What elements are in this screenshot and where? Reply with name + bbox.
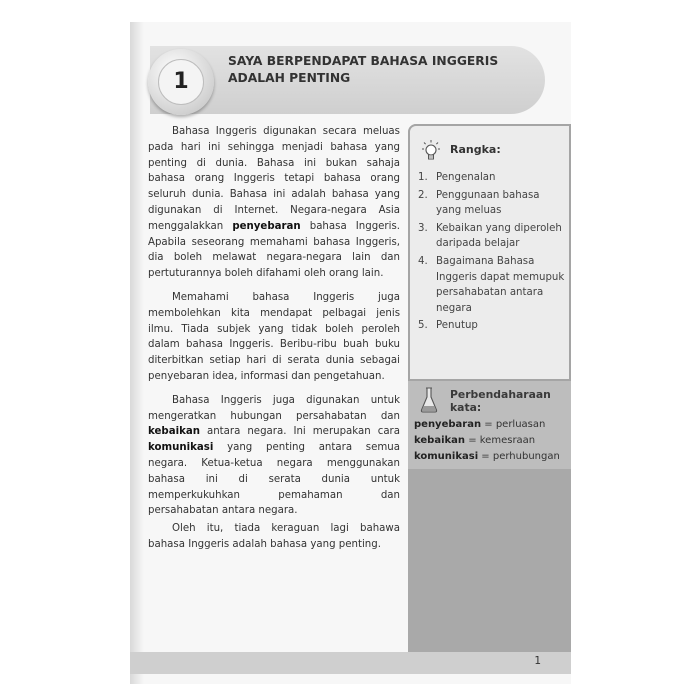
book-page (130, 22, 571, 684)
essay-body (148, 124, 400, 561)
paragraph-2: Memahami bahasa Inggeris juga membolehkan kita mendapat pelbagai jenis ilmu. Tiada subjek yang tidak boleh peroleh dalam bahasa Inggeris. Beribu-ribu buah buku diterbitkan setiap hari di serata dunia sebagai penyebaran idea, informasi dan pengetahuan. (148, 291, 400, 382)
outline-list (418, 170, 566, 336)
vocabulary-meaning: = kemesraan (465, 435, 536, 446)
vocabulary-word: kebaikan (414, 435, 466, 446)
page-footer-bar (130, 652, 571, 674)
outline-item-text: Penggunaan bahasa yang meluas (436, 189, 540, 217)
outline-item (418, 170, 566, 186)
paragraph-text: antara negara. Ini merupakan cara (199, 426, 400, 438)
outline-item-number: 5. (418, 320, 428, 332)
paragraph-1 (148, 124, 400, 282)
outline-item-number: 2. (418, 189, 428, 201)
vocabulary-list (414, 417, 560, 465)
vocabulary-word: penyebaran (414, 419, 482, 430)
chapter-title: SAYA BERPENDAPAT BAHASA INGGERIS ADALAH PENTING (228, 54, 499, 85)
sidebar-panel (408, 124, 571, 664)
outline-item-text: Penutup (436, 320, 478, 332)
outline-box (408, 124, 571, 381)
outline-item (418, 188, 566, 219)
paragraph-4: Oleh itu, tiada keraguan lagi bahawa bahasa Inggeris adalah bahasa yang penting. (148, 523, 400, 550)
outline-item-number: 1. (418, 172, 428, 183)
chapter-number: 1 (158, 59, 204, 105)
outline-item-text: Kebaikan yang diperoleh daripada belajar (436, 222, 562, 250)
paragraph-text: yang penting antara semua negara. Ketua-ketua negara menggunakan bahasa ini di serata dunia untuk memperkukuhkan pemahaman dan persahabatan antara negara. (148, 442, 400, 517)
vocabulary-meaning: = perhubungan (478, 451, 560, 462)
vocabulary-entry (414, 449, 560, 465)
outline-item (418, 318, 566, 334)
lightbulb-icon (422, 140, 440, 162)
outline-item-number: 4. (418, 255, 428, 267)
outline-item (418, 221, 566, 252)
bold-term: kebaikan (148, 426, 200, 438)
vocabulary-meaning: = perluasan (481, 419, 546, 430)
paragraph-text: Bahasa Inggeris juga digunakan untuk mengeratkan hubungan persahabatan dan (148, 394, 400, 422)
flask-icon (420, 387, 438, 413)
vocabulary-title: Perbendaharaan kata: (450, 388, 551, 414)
outline-item-text: Pengenalan (436, 172, 496, 183)
vocabulary-box (408, 381, 571, 469)
bold-term: komunikasi (148, 442, 214, 454)
paragraph-text: bahasa Inggeris. Apabila seseorang memahami bahasa Inggeris, dia boleh melawat negara-negara lain dan pertuturannya boleh difahami oleh orang lain. (148, 220, 400, 280)
paragraph-3 (148, 393, 400, 519)
bold-term: penyebaran (232, 220, 301, 232)
outline-item-number: 3. (418, 222, 428, 234)
paragraph-text: Bahasa Inggeris digunakan secara meluas pada hari ini sehingga menjadi bahasa yang penting di dunia. Bahasa ini bukan sahaja bahasa orang Inggeris tetapi bahasa orang seluruh dunia. Bahasa ini adalah bahasa yang digunakan di Internet. Negara-negara Asia menggalakkan (148, 126, 400, 232)
outline-title: Rangka: (450, 143, 501, 156)
page-gutter-shadow (130, 22, 144, 684)
vocabulary-entry (414, 433, 560, 449)
page-number: 1 (534, 655, 541, 667)
outline-item-text: Bagaimana Bahasa Inggeris dapat memupuk persahabatan antara negara (436, 255, 565, 314)
vocabulary-word: komunikasi (414, 451, 479, 462)
outline-item (418, 254, 566, 316)
vocabulary-entry (414, 417, 560, 433)
